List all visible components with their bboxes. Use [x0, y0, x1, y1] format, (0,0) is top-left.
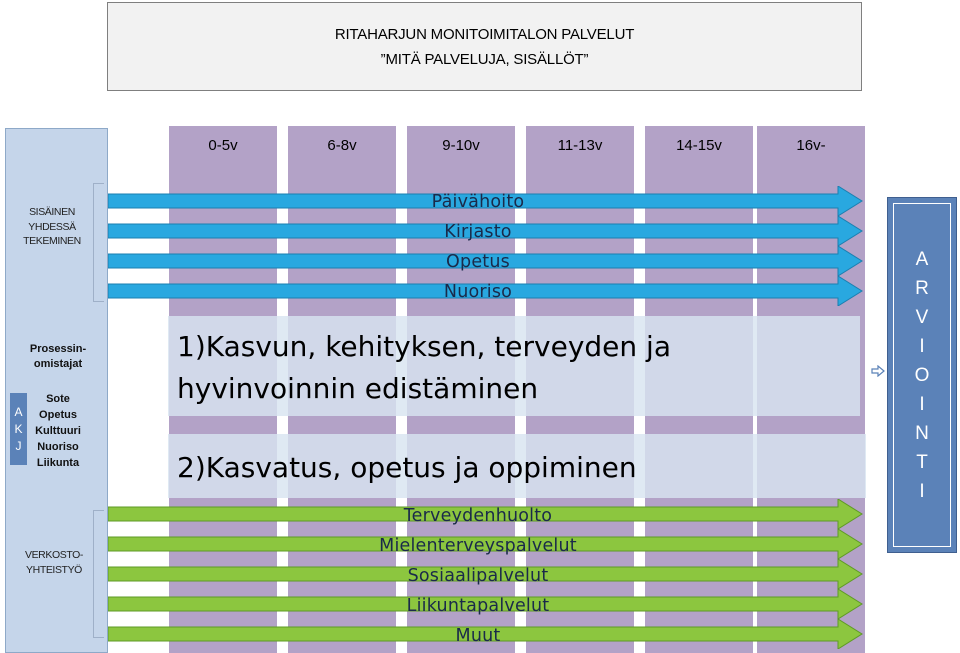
- evaluation-letter: V: [915, 306, 929, 328]
- evaluation-letter: A: [915, 248, 929, 270]
- evaluation-letter: I: [919, 480, 925, 502]
- green-arrow-label: Liikuntapalvelut: [406, 596, 550, 616]
- green-arrow-label: Sosiaalipalvelut: [407, 566, 549, 586]
- title-line-2: ”MITÄ PALVELUJA, SISÄLLÖT”: [380, 50, 589, 68]
- green-arrow-label: Muut: [455, 626, 501, 646]
- title-line-1: RITAHARJUN MONITOIMITALON PALVELUT: [334, 25, 635, 43]
- goal1-text: [177, 326, 857, 410]
- process-owners-label: [20, 342, 96, 372]
- age-label: 0-5v: [208, 136, 238, 154]
- process-owners-line-1: Prosessin-: [29, 343, 87, 355]
- owner-item: Kulttuuri: [35, 425, 81, 437]
- evaluation-letter: I: [919, 393, 925, 415]
- process-owners-line-2: omistajat: [33, 358, 83, 370]
- internal-line-3: TEKEMINEN: [23, 235, 81, 247]
- owner-item: Nuoriso: [37, 441, 79, 453]
- evaluation-letter: I: [919, 335, 925, 357]
- internal-work-label: [8, 205, 96, 249]
- pointer-arrow-icon: [871, 365, 885, 377]
- owner-item: Opetus: [39, 409, 77, 421]
- goal1-line-1: 1)Kasvun, kehityksen, terveyden ja: [177, 330, 671, 363]
- blue-arrow-label: Nuoriso: [443, 282, 513, 302]
- internal-line-1: SISÄINEN: [29, 206, 75, 218]
- akj-letter: K: [14, 421, 23, 436]
- owner-item: Sote: [46, 393, 70, 405]
- age-label: 9-10v: [442, 136, 480, 154]
- blue-arrow-label: Kirjasto: [444, 222, 512, 242]
- evaluation-letter: N: [915, 422, 929, 444]
- akj-letter: J: [15, 438, 22, 453]
- age-label: 11-13v: [557, 136, 603, 154]
- akj-strip: [10, 393, 27, 465]
- title-box: [107, 2, 862, 91]
- evaluation-letter: R: [915, 277, 929, 299]
- network-label: [8, 548, 100, 577]
- age-label: 6-8v: [327, 136, 357, 154]
- owner-item: Liikunta: [36, 457, 80, 469]
- evaluation-label: [893, 203, 951, 547]
- age-label: 14-15v: [676, 136, 722, 154]
- evaluation-letter: O: [914, 364, 930, 386]
- green-arrow-label: Mielenterveyspalvelut: [379, 536, 577, 556]
- goal1-line-2: hyvinvoinnin edistäminen: [177, 372, 539, 405]
- blue-arrow-label: Päivähoito: [431, 192, 525, 212]
- network-line-2: YHTEISTYÖ: [26, 563, 82, 576]
- blue-arrow-label: Opetus: [446, 252, 510, 272]
- internal-line-2: YHDESSÄ: [28, 220, 76, 233]
- network-line-1: VERKOSTO-: [24, 549, 84, 561]
- owner-list: [26, 391, 90, 471]
- akj-letter: A: [14, 404, 23, 419]
- goal2-text: 2)Kasvatus, opetus ja oppiminen: [177, 451, 637, 484]
- green-arrow-label: Terveydenhuolto: [403, 506, 553, 526]
- evaluation-letter: T: [916, 451, 928, 473]
- age-label: 16v-: [796, 136, 826, 154]
